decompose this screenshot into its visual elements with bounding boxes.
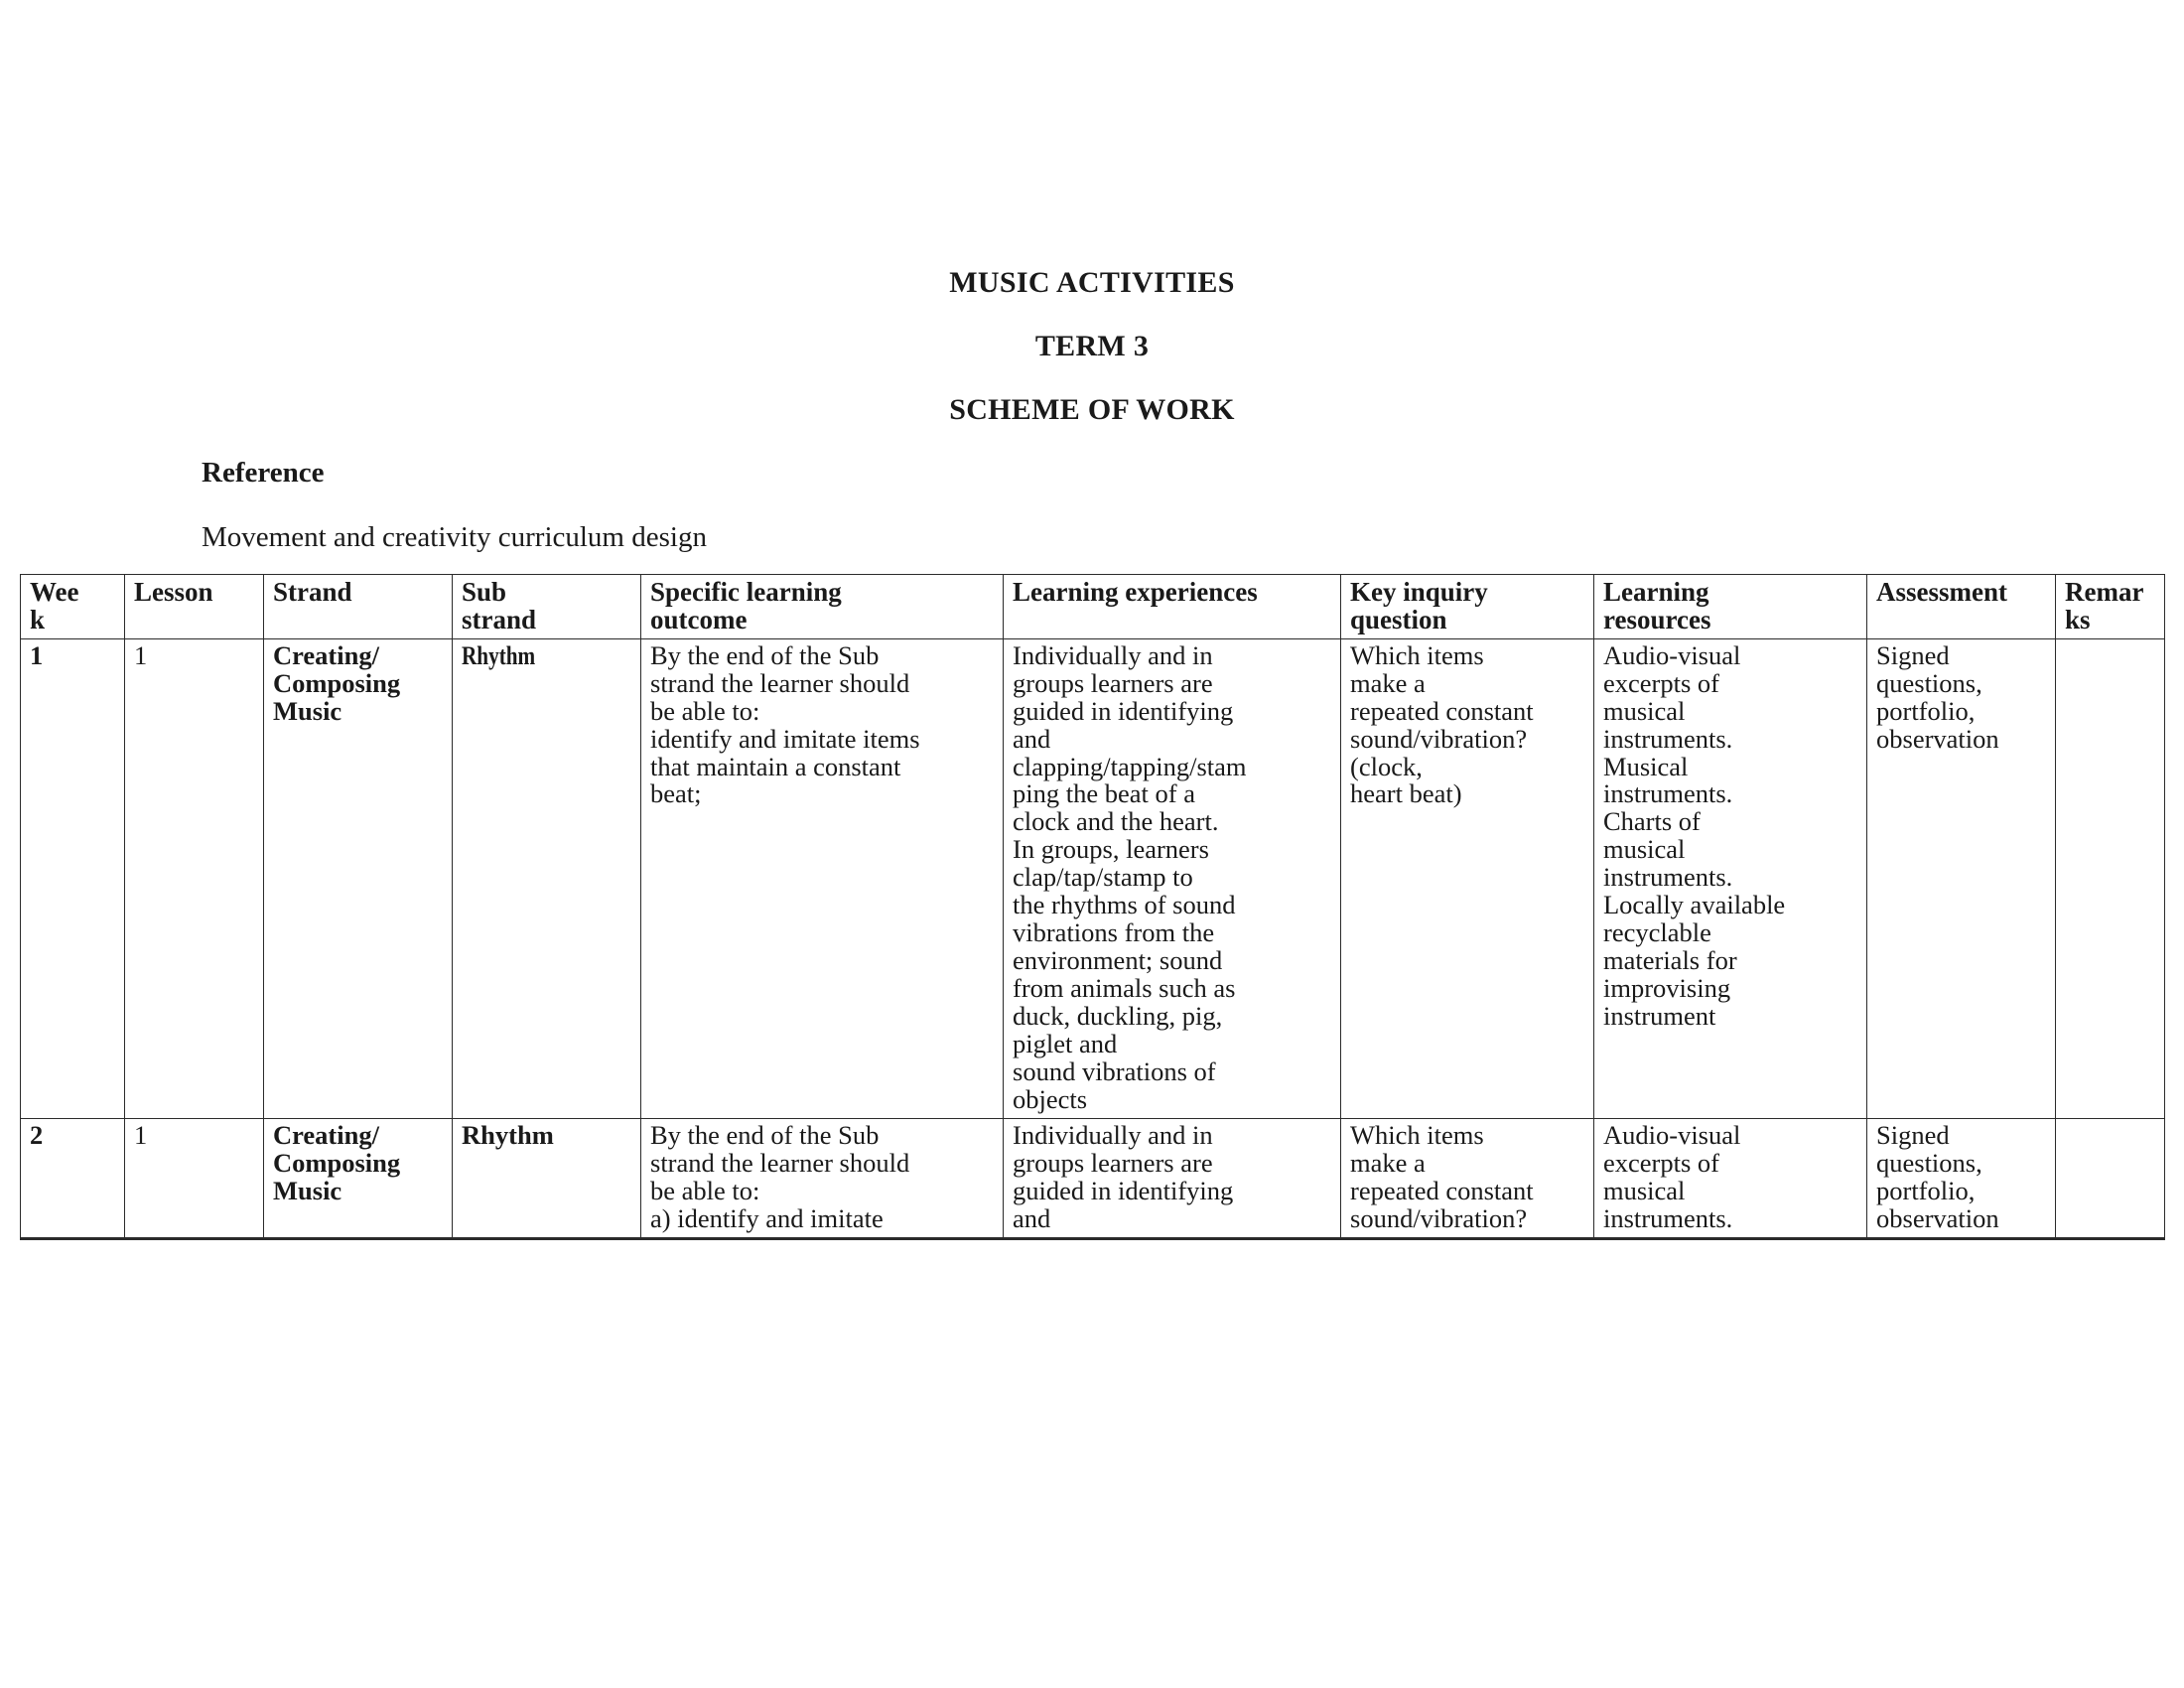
cell-remarks: [2056, 638, 2165, 1118]
table-header: [21, 575, 2165, 639]
scheme-of-work-table: [20, 574, 2165, 1240]
cell-lesson: 1: [125, 1118, 264, 1238]
cell-learning-experiences: Individually and in groups learners are guided in identifying and: [1004, 1118, 1341, 1238]
cell-learning-resources: Audio-visual excerpts of musical instruments. Musical instruments. Charts of musical instruments. Locally available recyclable materials for improvising instrument: [1594, 638, 1867, 1118]
cell-strand: Creating/ Composing Music: [264, 1118, 453, 1238]
scheme-subtitle: SCHEME OF WORK: [949, 393, 1235, 426]
cell-assessment: Signed questions, portfolio, observation: [1867, 638, 2056, 1118]
cell-sub-strand: Rhythm: [453, 638, 641, 1118]
column-header-sub-strand: Sub strand: [453, 575, 641, 639]
cell-key-inquiry-question: Which items make a repeated constant sound/vibration? (clock, heart beat): [1341, 638, 1594, 1118]
cell-key-inquiry-question: Which items make a repeated constant sound/vibration?: [1341, 1118, 1594, 1238]
cell-assessment: Signed questions, portfolio, observation: [1867, 1118, 2056, 1238]
column-header-learning-experiences: Learning experiences: [1004, 575, 1341, 639]
cell-week: 1: [21, 638, 125, 1118]
cell-remarks: [2056, 1118, 2165, 1238]
cell-lesson: 1: [125, 638, 264, 1118]
page-title: MUSIC ACTIVITIES: [949, 266, 1235, 299]
column-header-week: Wee k: [21, 575, 125, 639]
term-subtitle: TERM 3: [1034, 330, 1150, 362]
table-row: [21, 1118, 2165, 1238]
cell-week: 2: [21, 1118, 125, 1238]
cell-learning-resources: Audio-visual excerpts of musical instruments.: [1594, 1118, 1867, 1238]
column-header-specific-learning-outcome: Specific learning outcome: [641, 575, 1004, 639]
cell-specific-learning-outcome: By the end of the Sub strand the learner should be able to: a) identify and imitate: [641, 1118, 1004, 1238]
table-body: [21, 638, 2165, 1238]
reference-heading: Reference: [202, 457, 325, 489]
cell-strand: Creating/ Composing Music: [264, 638, 453, 1118]
cell-sub-strand: Rhythm: [453, 1118, 641, 1238]
table-row: [21, 638, 2165, 1118]
table-header-row: [21, 575, 2165, 639]
cell-specific-learning-outcome: By the end of the Sub strand the learner should be able to: identify and imitate items that maintain a constant beat;: [641, 638, 1004, 1118]
column-header-key-inquiry-question: Key inquiry question: [1341, 575, 1594, 639]
column-header-strand: Strand: [264, 575, 453, 639]
reference-value: Movement and creativity curriculum design: [202, 521, 707, 553]
column-header-assessment: Assessment: [1867, 575, 2056, 639]
column-header-remarks: Remar ks: [2056, 575, 2165, 639]
cell-learning-experiences: Individually and in groups learners are guided in identifying and clapping/tapping/stam ping the beat of a clock and the heart. In groups, learners clap/tap/stamp to the rhythms of sound vibrations from the environment; sound from animals such as duck, duckling, pig, piglet and sound vibrations of objects: [1004, 638, 1341, 1118]
column-header-lesson: Lesson: [125, 575, 264, 639]
column-header-learning-resources: Learning resources: [1594, 575, 1867, 639]
